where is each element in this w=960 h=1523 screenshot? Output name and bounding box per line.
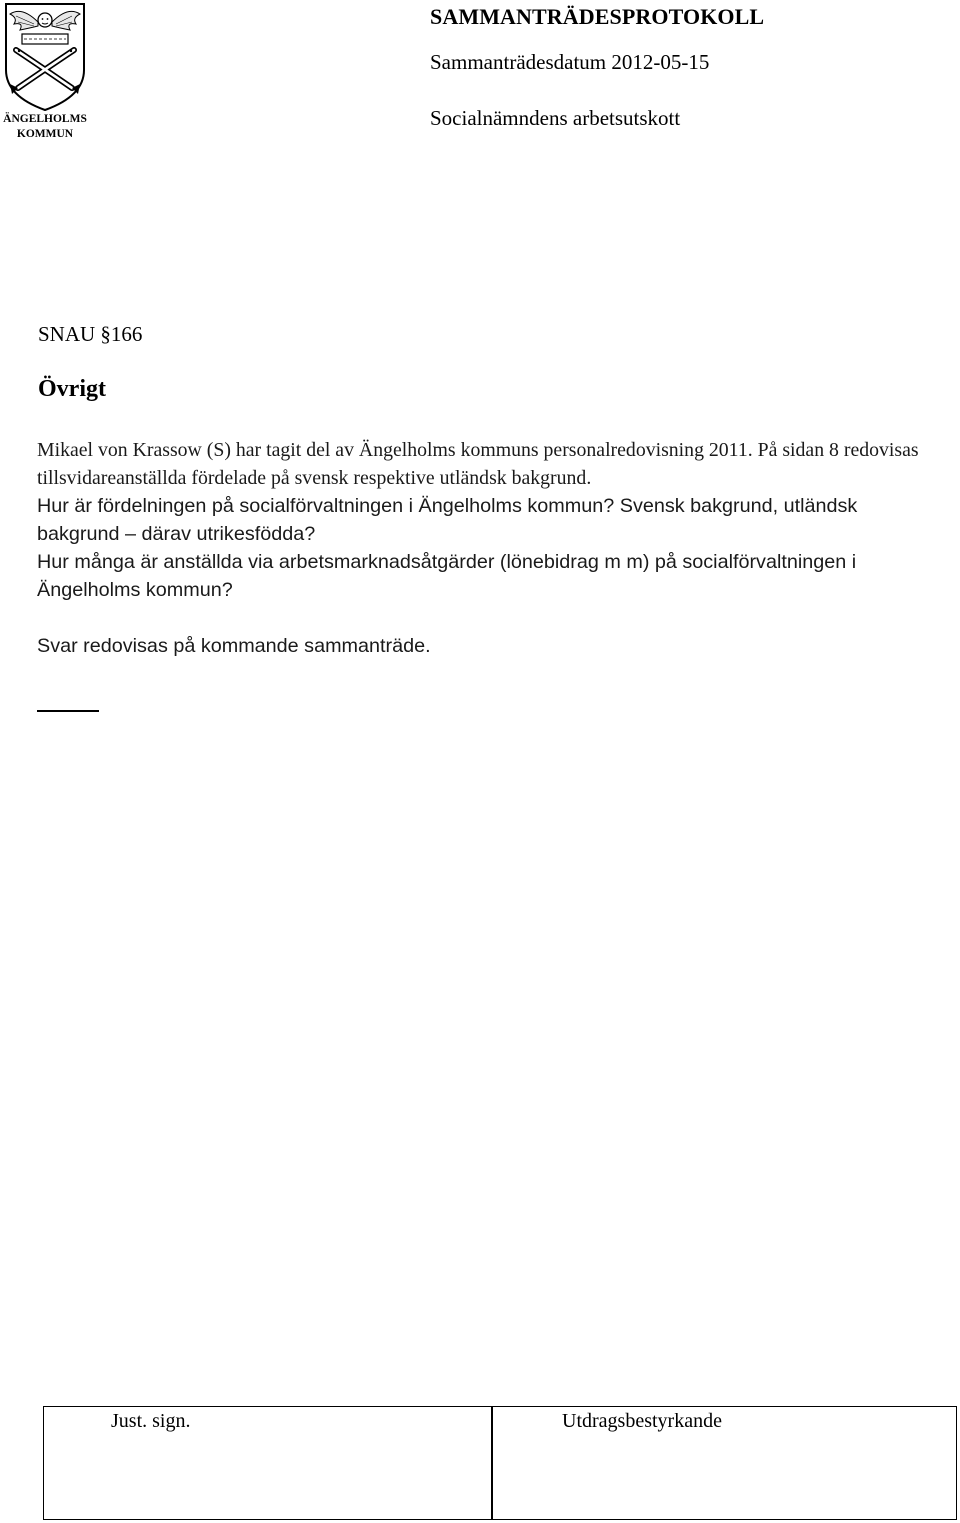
committee-name: Socialnämndens arbetsutskott (430, 106, 681, 130)
paragraph-answer-note: Svar redovisas på kommande sammanträde. (37, 635, 431, 657)
extract-certification-label: Utdragsbestyrkande (562, 1410, 722, 1432)
coat-of-arms-caption (0, 112, 90, 142)
signature-table-divider (491, 1407, 493, 1519)
minutes-body (37, 436, 937, 660)
logo-caption-line-1: ÄNGELHOLMS (3, 113, 87, 125)
section-heading: Övrigt (38, 376, 106, 402)
section-end-rule (37, 710, 99, 712)
paragraph-question-labour-measures: Hur många är anställda via arbetsmarknadsåtgärder (lönebidrag m m) på socialförvaltningen i Ängelholms kommun? (37, 551, 857, 601)
adjuster-signature-label: Just. sign. (111, 1410, 191, 1432)
paragraph-spacer (37, 604, 937, 632)
signature-table (43, 1406, 957, 1520)
meeting-date: Sammanträdesdatum 2012-05-15 (430, 50, 710, 74)
document-title: SAMMANTRÄDESPROTOKOLL (430, 4, 765, 29)
paragraph-background: Mikael von Krassow (S) har tagit del av Ängelholms kommuns personalredovisning 2011. På sidan 8 redovisas tillsvidareanställda fördelade på svensk respektive utländsk bakgrund. (37, 439, 919, 489)
logo-caption-line-2: KOMMUN (16, 128, 74, 140)
section-reference: SNAU §166 (38, 322, 143, 346)
paragraph-question-distribution: Hur är fördelningen på socialförvaltningen i Ängelholms kommun? Svensk bakgrund, utländsk bakgrund – därav utrikesfödda? (37, 495, 858, 545)
